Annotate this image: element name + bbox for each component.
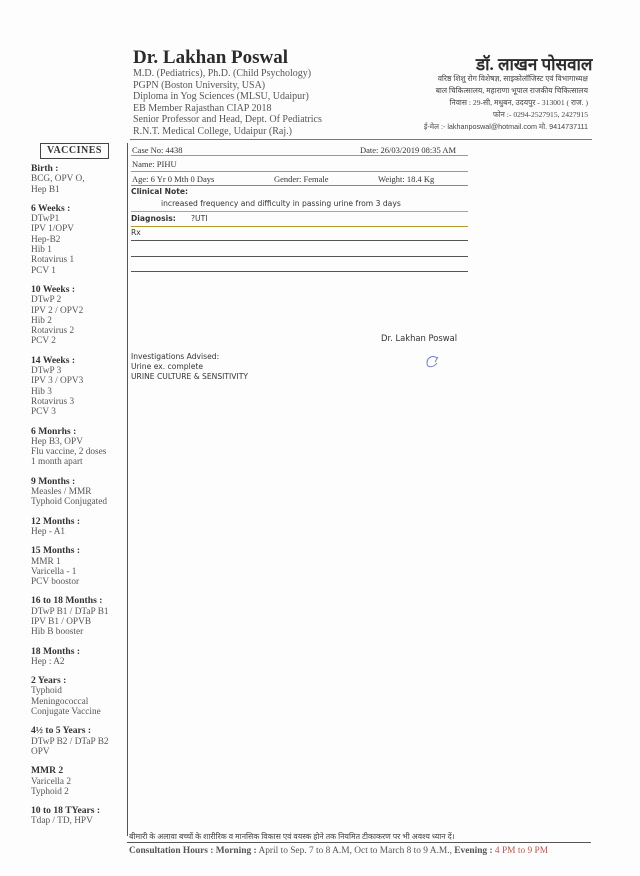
vaccine-item: Rotavirus 2: [31, 326, 75, 337]
case-number: Case No: 4438: [132, 145, 183, 155]
divider: [131, 240, 468, 241]
consultation-hours: [129, 846, 548, 856]
vaccine-item: BCG, OPV O,: [31, 174, 85, 185]
vaccine-item: DTwP1: [31, 214, 60, 225]
vaccine-item: Hep-B2: [31, 234, 61, 245]
divider: [131, 171, 468, 172]
vaccine-item: Measles / MMR: [31, 487, 92, 498]
vaccine-group-title: Birth :: [31, 163, 59, 174]
patient-gender: Gender: Female: [274, 174, 329, 184]
vaccine-item: DTwP 3: [31, 366, 62, 377]
vaccine-item: Flu vaccine, 2 doses: [31, 447, 107, 458]
morning-hours: April to Sep. 7 to 8 A.M, Oct to March 8 to 9 A.M.,: [258, 846, 452, 856]
vaccine-group-title: MMR 2: [31, 765, 64, 777]
consultation-label: Consultation Hours :: [129, 846, 214, 856]
vaccine-item: Hep B1: [31, 184, 60, 195]
credential-line: Diploma in Yog Sciences (MLSU, Udaipur): [133, 91, 309, 103]
sidebar-divider: [127, 143, 128, 836]
vaccine-item: Hib 2: [31, 315, 52, 326]
vaccine-item: Meningococcal: [31, 696, 89, 707]
vaccine-group: [31, 726, 127, 757]
clinical-note-label: Clinical Note:: [131, 187, 189, 196]
vaccine-group-title: 4½ to 5 Years :: [31, 725, 92, 737]
hindi-line: वरिष्ठ शिशु रोग विशेषज्ञ, साइकोलॉजिस्ट एवं विभागाध्यक्ष: [437, 74, 588, 83]
vaccine-group: [31, 647, 127, 668]
vaccine-item: Varicella 2: [31, 776, 72, 787]
vaccine-item: Tdap / TD, HPV: [31, 816, 93, 827]
vaccine-item: PCV 1: [31, 265, 56, 276]
vaccine-item: IPV 3 / OPV3: [31, 376, 84, 387]
divider: [131, 226, 468, 227]
divider: [131, 256, 468, 257]
credential-line: EB Member Rajasthan CIAP 2018: [133, 102, 272, 114]
vaccine-item: DTwP 2: [31, 295, 62, 306]
vaccine-item: IPV 1/OPV: [31, 224, 74, 235]
vaccine-group: [31, 164, 127, 195]
vaccine-group: [31, 204, 127, 276]
vaccine-group-title: 6 Weeks :: [31, 202, 71, 214]
vaccine-group-title: 2 Years :: [31, 675, 67, 687]
credential-line: PGPN (Boston University, USA): [133, 79, 266, 91]
vaccine-item: Hep B3, OPV: [31, 436, 83, 447]
vaccine-item: 1 month apart: [31, 457, 83, 468]
vaccine-item: Typhoid Conjugated: [31, 497, 108, 508]
vaccine-item: Conjugate Vaccine: [31, 707, 101, 718]
vaccine-item: PCV 3: [31, 407, 56, 418]
doctor-signature-name: Dr. Lakhan Poswal: [381, 333, 458, 343]
vaccine-group: [31, 766, 127, 797]
vaccine-group: [31, 285, 127, 347]
diagnosis-value: ?UTI: [191, 214, 208, 223]
vaccine-item: DTwP B2 / DTaP B2: [31, 736, 109, 747]
header-divider: [130, 139, 592, 140]
morning-label: Morning :: [215, 846, 257, 856]
footer-divider: [127, 842, 591, 843]
vaccine-item: IPV 2 / OPV2: [31, 305, 84, 316]
investigation-item: URINE CULTURE & SENSITIVITY: [131, 372, 248, 381]
vaccine-item: Rotavirus 3: [31, 396, 75, 407]
credential-line: R.N.T. Medical College, Udaipur (Raj.): [133, 125, 292, 137]
doctor-name: Dr. Lakhan Poswal: [133, 47, 289, 68]
vaccine-group: [31, 676, 127, 717]
vaccine-item: Hep : A2: [31, 656, 65, 667]
clinical-note: increased frequency and difficulty in passing urine from 3 days: [161, 199, 401, 208]
vaccine-item: Hib 3: [31, 386, 52, 397]
patient-age: Age: 6 Yr 0 Mth 0 Days: [132, 174, 215, 184]
vaccine-group-title: 15 Months :: [31, 545, 81, 557]
divider: [131, 155, 468, 156]
vaccine-group-title: 10 Weeks :: [31, 283, 76, 295]
investigation-item: Urine ex. complete: [131, 362, 204, 371]
vaccine-item: IPV B1 / OPVB: [31, 616, 92, 627]
credential-line: M.D. (Pediatrics), Ph.D. (Child Psychology): [133, 68, 312, 79]
hindi-line: निवास : 29-सी, मधुबन, उदयपुर - 313001 ( राज. ): [449, 98, 588, 107]
visit-date: Date: 26/03/2019 08:35 AM: [360, 145, 457, 155]
hindi-address-block: [396, 73, 588, 133]
vaccine-item: Hib 1: [31, 245, 52, 256]
vaccine-group-title: 9 Months :: [31, 475, 76, 487]
vaccine-item: Typhoid: [31, 686, 62, 697]
vaccine-group: [31, 546, 127, 587]
vaccine-item: PCV boostor: [31, 577, 80, 588]
diagnosis-label: Diagnosis:: [131, 214, 176, 223]
vaccine-item: Rotavirus 1: [31, 255, 75, 266]
vaccine-group: [31, 427, 127, 468]
vaccine-group: [31, 477, 127, 508]
doctor-credentials: [133, 68, 322, 138]
vaccine-item: PCV 2: [31, 336, 56, 347]
credential-line: Senior Professor and Head, Dept. Of Pediatrics: [133, 114, 322, 126]
hindi-line: बाल चिकित्सालय, महाराणा भूपाल राजकीय चिकित्सालय: [435, 86, 588, 95]
investigations-label: Investigations Advised:: [131, 352, 220, 361]
divider: [131, 211, 468, 212]
vaccine-group-title: 14 Weeks :: [31, 354, 76, 366]
rx-label: Rx: [131, 228, 141, 237]
vaccine-group-title: 16 to 18 Months :: [31, 595, 103, 607]
doctor-name-hindi: डॉ. लाखन पोसवाल: [476, 55, 593, 74]
vaccine-group: [31, 806, 127, 827]
patient-name: Name: PIHU: [132, 159, 177, 169]
divider: [131, 185, 468, 186]
signature-mark: [424, 354, 442, 370]
vaccine-group: [31, 517, 127, 538]
vaccine-group: [31, 596, 127, 637]
contact-line: ई-मेल :- lakhanposwal@hotmail.com मो. 9414737111: [423, 122, 588, 131]
vaccine-item: MMR 1: [31, 556, 61, 567]
footer-note-hindi: बीमारी के अलावा बच्चों के शारीरिक व मानसिक विकास एवं वयस्क होने तक नियमित टीकाकरण पर भी अवश्य ध्यान दें।: [129, 832, 455, 841]
evening-hours: 4 PM to 9 PM: [494, 846, 549, 856]
vaccine-group-title: 18 Months :: [31, 645, 81, 657]
vaccine-item: Hib B booster: [31, 627, 84, 638]
vaccine-group-title: 10 to 18 TYears :: [31, 805, 101, 817]
vaccine-group-title: 6 Monrhs :: [31, 425, 77, 437]
vaccine-group: [31, 356, 127, 418]
vaccine-item: DTwP B1 / DTaP B1: [31, 606, 109, 617]
vaccine-item: Varicella - 1: [31, 566, 77, 577]
vaccine-item: Hep - A1: [31, 526, 66, 537]
vaccines-heading: VACCINES: [40, 143, 109, 159]
patient-weight: Weight: 18.4 Kg: [378, 174, 435, 184]
vaccine-item: OPV: [31, 746, 50, 757]
vaccine-schedule: [31, 164, 127, 836]
vaccine-item: Typhoid 2: [31, 786, 69, 797]
divider: [131, 271, 468, 272]
vaccine-group-title: 12 Months :: [31, 515, 81, 527]
evening-label: Evening :: [454, 846, 493, 856]
hindi-line: फोन :- 0294-2527915, 2427915: [492, 110, 588, 119]
